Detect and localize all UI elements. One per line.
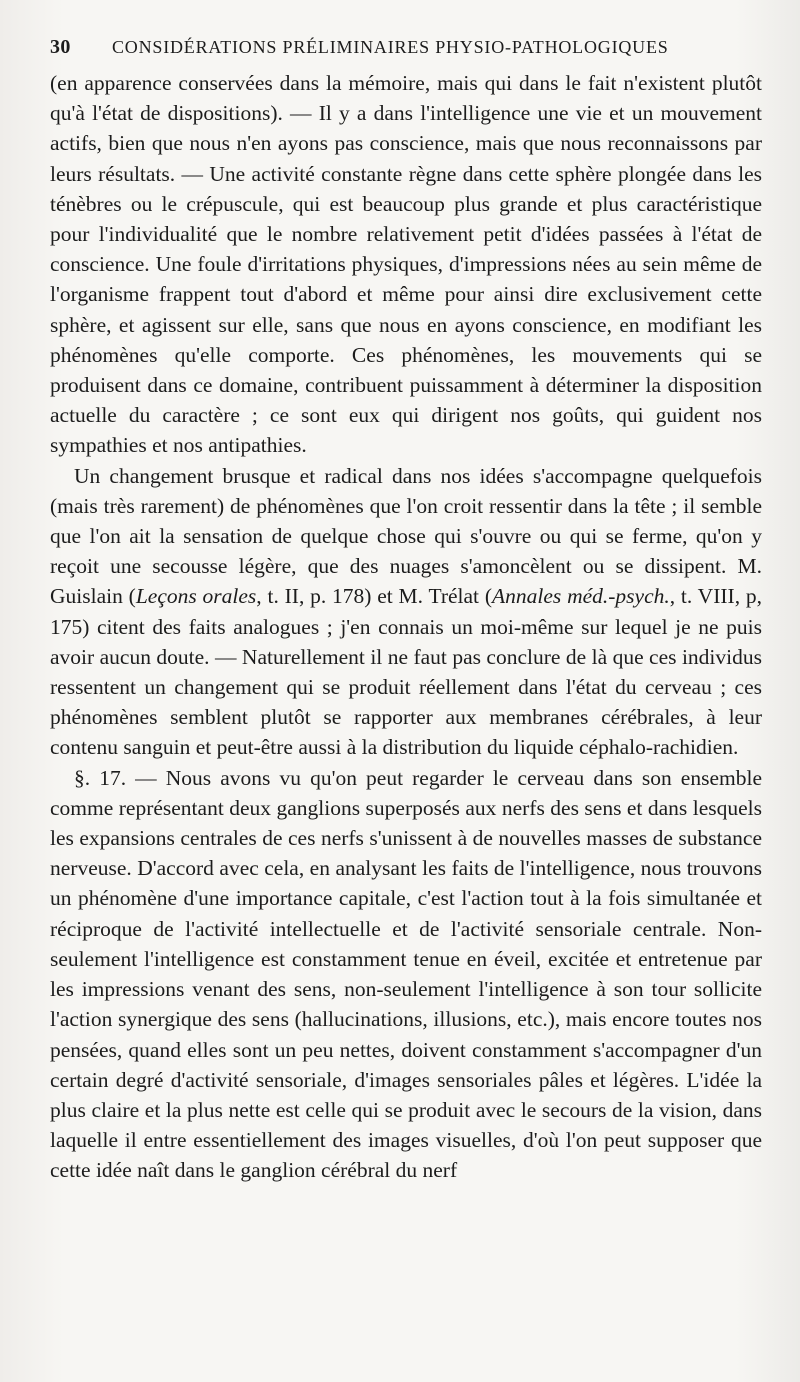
- paragraph-text-end: , t. VIII, p, 175) citent des faits analogues ; j'en connais un moi-même sur lequel je ne puis avoir aucun doute. — Naturellement il ne faut pas conclure de là que ces individus ressentent un changement qui se produit réellement dans l'état du cerveau ; ces phénomènes semblent plutôt se rapporter aux membranes cérébrales, à leur contenu sanguin et peut-être aussi à la distribution du liquide céphalo-rachidien.: [50, 584, 762, 760]
- body-text: [50, 68, 762, 1186]
- paragraph-changement: [50, 461, 762, 763]
- paragraph-text-middle: , t. II, p. 178) et M. Trélat (: [256, 584, 492, 609]
- page-header: [50, 36, 762, 66]
- running-head: CONSIDÉRATIONS PRÉLIMINAIRES PHYSIO-PATHOLOGIQUES: [112, 37, 669, 57]
- section-number: §. 17.: [74, 765, 127, 790]
- paragraph-continuation: (en apparence conservées dans la mémoire, mais qui dans le fait n'existent plutôt qu'à l'état de dispositions). — Il y a dans l'intelligence une vie et un mouvement actifs, bien que nous n'en ayons pas conscience, mais que nous reconnaissons par leurs résultats. — Une activité constante règne dans cette sphère plongée dans les ténèbres ou le crépuscule, qui est beaucoup plus grande et plus caractéristique pour l'individualité que le nombre relativement petit d'idées passées à l'état de conscience. Une foule d'irritations physiques, d'impressions nées au sein même de l'organisme frappent tout d'abord et même pour ainsi dire exclusivement cette sphère, et agissent sur elle, sans que nous en ayons conscience, en modifiant les phénomènes qu'elle comporte. Ces phénomènes, les mouvements qui se produisent dans ce domaine, contribuent puissamment à déterminer la disposition actuelle du caractère ; ce sont eux qui dirigent nos goûts, qui guident nos sympathies et nos antipathies.: [50, 71, 762, 458]
- reference-title-lecons-orales: Leçons orales: [135, 584, 257, 609]
- paragraph-section-17: [50, 763, 762, 1186]
- page-number: 30: [50, 36, 71, 58]
- paragraph-text-start: Un changement brusque et radical dans nos idées s'accompagne quelquefois (mais très rarement) de phénomènes que l'on croit ressentir dans la tête ; il semble que l'on ait la sensation de quelque chose qui s'ouvre ou qui se ferme, qu'on y reçoit une secousse légère, que des nuages s'amoncèlent ou se dissipent. M. Guislain (: [50, 463, 762, 609]
- section-text: — Nous avons vu qu'on peut regarder le cerveau dans son ensemble comme représentant deux ganglions superposés aux nerfs des sens et dans lesquels les expansions centrales de ces nerfs s'unissent à de nouvelles masses de substance nerveuse. D'accord avec cela, en analysant les faits de l'intelligence, nous trouvons un phénomène d'une importance capitale, c'est l'action tout à la fois simultanée et réciproque de l'activité intellectuelle et de l'activité sensoriale centrale. Non-seulement l'intelligence est constamment tenue en éveil, excitée et entretenue par les impressions venant des sens, non-seulement l'intelligence à son tour sollicite l'action synergique des sens (hallucinations, illusions, etc.), mais encore toutes nos pensées, quand elles sont un peu nettes, doivent constamment s'accompagner d'un certain degré d'activité sensoriale, d'images sensoriales pâles et légères. L'idée la plus claire et la plus nette est celle qui se produit avec le secours de la vision, dans laquelle il entre essentiellement des images visuelles, d'où l'on peut supposer que cette idée naît dans le ganglion cérébral du nerf: [50, 765, 762, 1183]
- reference-title-annales: Annales méd.-psych.: [492, 584, 670, 609]
